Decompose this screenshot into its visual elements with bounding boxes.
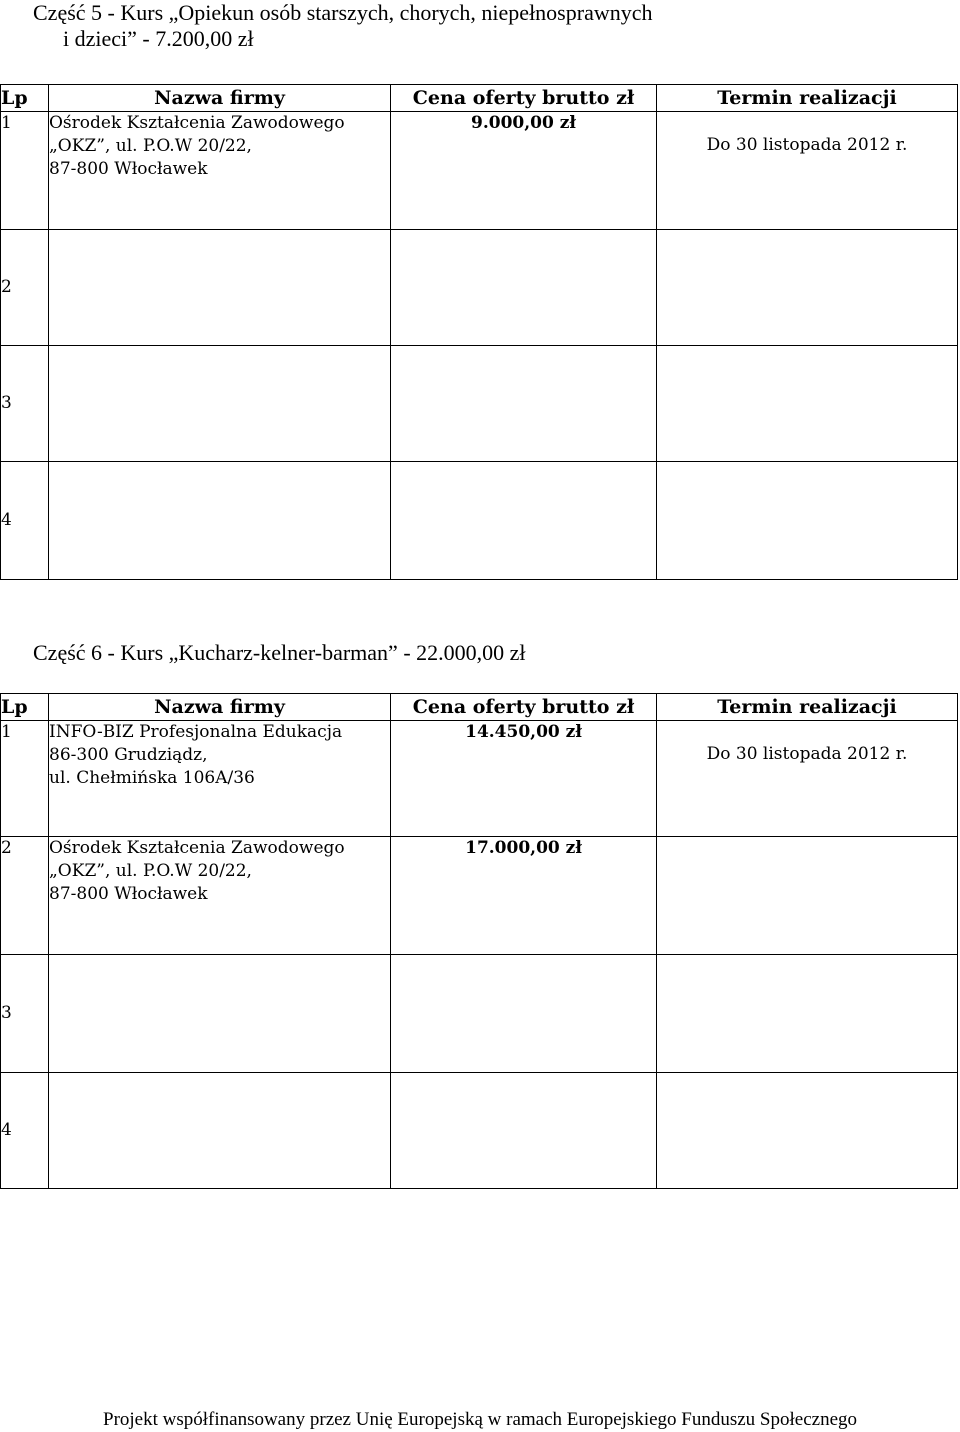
row-lp: 1 [1, 721, 49, 837]
term-cell [657, 462, 958, 580]
table-row [1, 462, 958, 580]
term-cell [657, 112, 958, 230]
table-header-row [1, 694, 958, 721]
price-cell: 9.000,00 zł [391, 112, 657, 230]
section6-title [33, 640, 526, 666]
table-row [1, 346, 958, 462]
row-lp: 3 [1, 346, 49, 462]
company-name-cell [49, 837, 391, 955]
term-cell [657, 346, 958, 462]
price-cell: 14.450,00 zł [391, 721, 657, 837]
section5-title-line2: i dzieci” - 7.200,00 zł [63, 26, 254, 51]
company-address-line: 86-300 Grudziądz, [49, 745, 208, 765]
term-cell [657, 955, 958, 1073]
company-name-cell [49, 955, 391, 1073]
section5-offers-table [0, 84, 958, 580]
company-name-cell [49, 230, 391, 346]
header-lp: Lp [1, 694, 49, 721]
section6-title-line1: Część 6 - Kurs „Kucharz-kelner-barman” - 22.000,00 zł [33, 640, 526, 665]
header-company-name: Nazwa firmy [49, 85, 391, 112]
company-address-line: „OKZ”, ul. P.O.W 20/22, [49, 136, 252, 156]
table-row [1, 112, 958, 230]
row-lp: 4 [1, 462, 49, 580]
table-row [1, 721, 958, 837]
header-price: Cena oferty brutto zł [391, 694, 657, 721]
header-company-name: Nazwa firmy [49, 694, 391, 721]
price-cell [391, 955, 657, 1073]
term-cell [657, 721, 958, 837]
company-name-cell [49, 346, 391, 462]
company-name-line: Ośrodek Kształcenia Zawodowego [49, 113, 345, 133]
term-cell [657, 837, 958, 955]
row-lp: 1 [1, 112, 49, 230]
row-lp: 2 [1, 230, 49, 346]
term-text: Do 30 listopada 2012 r. [706, 135, 908, 155]
row-lp: 2 [1, 837, 49, 955]
term-text: Do 30 listopada 2012 r. [706, 744, 908, 764]
row-lp: 3 [1, 955, 49, 1073]
company-address-line: „OKZ”, ul. P.O.W 20/22, [49, 861, 252, 881]
price-cell [391, 230, 657, 346]
company-city-line: 87-800 Włocławek [49, 884, 208, 904]
table-row [1, 230, 958, 346]
company-city-line: 87-800 Włocławek [49, 159, 208, 179]
section5-title-line1: Część 5 - Kurs „Opiekun osób starszych, chorych, niepełnosprawnych [33, 0, 653, 25]
header-term: Termin realizacji [657, 694, 958, 721]
company-name-cell [49, 1073, 391, 1189]
section6-offers-table [0, 693, 958, 1189]
price-cell: 17.000,00 zł [391, 837, 657, 955]
header-price: Cena oferty brutto zł [391, 85, 657, 112]
company-name-cell [49, 462, 391, 580]
footer-eu-funding-note: Projekt współfinansowany przez Unię Europejską w ramach Europejskiego Funduszu Społecznego [103, 1409, 857, 1430]
term-cell [657, 230, 958, 346]
header-lp: Lp [1, 85, 49, 112]
company-city-line: ul. Chełmińska 106A/36 [49, 768, 255, 788]
price-cell [391, 462, 657, 580]
row-lp: 4 [1, 1073, 49, 1189]
term-cell [657, 1073, 958, 1189]
company-name-line: INFO-BIZ Profesjonalna Edukacja [49, 722, 343, 742]
table-row [1, 955, 958, 1073]
table-row [1, 1073, 958, 1189]
company-name-cell [49, 721, 391, 837]
section5-title [33, 0, 653, 52]
price-cell [391, 1073, 657, 1189]
table-row [1, 837, 958, 955]
company-name-cell [49, 112, 391, 230]
header-term: Termin realizacji [657, 85, 958, 112]
table-header-row [1, 85, 958, 112]
price-cell [391, 346, 657, 462]
company-name-line: Ośrodek Kształcenia Zawodowego [49, 838, 345, 858]
